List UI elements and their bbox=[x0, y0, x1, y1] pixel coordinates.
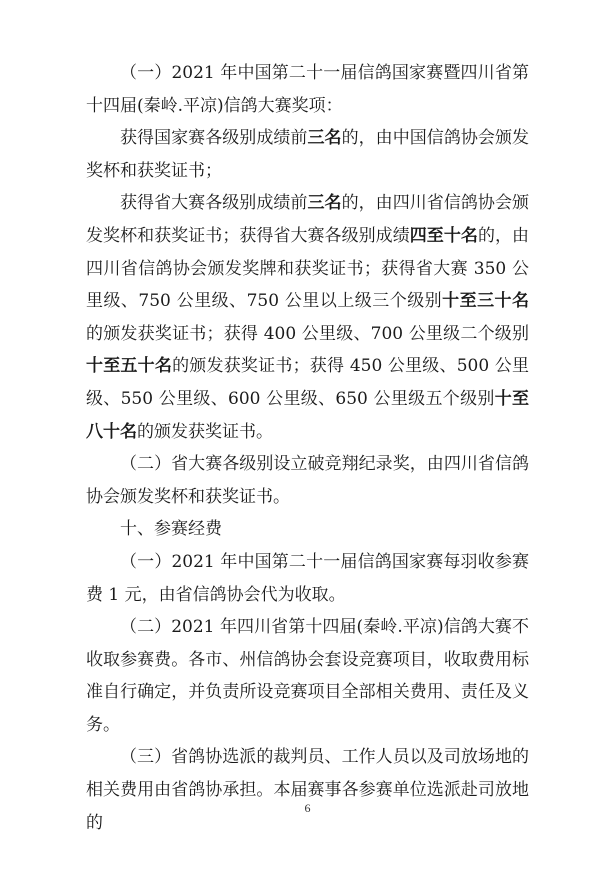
emphasis-text: 三名 bbox=[307, 193, 342, 214]
text-run: 的颁发获奖证书；获得 450 公里级、500 公里级、550 公里级、600 公里级、650 公里级五个级别 bbox=[86, 356, 530, 409]
text-run: （二）2021 年四川省第十四届(秦岭.平凉)信鸽大赛不收取参赛费。各市、州信鸽协会套设竞赛项目，收取费用标准自行确定，并负责所设竞赛项目全部相关费用、责任及义务。 bbox=[86, 617, 529, 735]
text-run: 获得省大赛各级别成绩前 bbox=[120, 193, 308, 214]
text-run: （三）省鸽协选派的裁判员、工作人员以及司放场地的相关费用由省鸽协承担。本届赛事各参赛单位选派赴司放地的 bbox=[86, 747, 529, 833]
paragraph-national-awards bbox=[86, 122, 529, 187]
emphasis-text: 十至三十名 bbox=[442, 291, 530, 312]
emphasis-text: 四至十名 bbox=[409, 225, 478, 246]
text-run: 十、参赛经费 bbox=[120, 519, 222, 540]
emphasis-text: 十至八十名 bbox=[86, 388, 529, 442]
paragraph-awards-intro bbox=[86, 57, 529, 122]
emphasis-text: 三名 bbox=[307, 128, 342, 149]
text-run: 的，由四川省信鸽协会颁发奖牌和获奖证书；获得省大赛 350 公里级、750 公里级、750 公里以上级三个级别 bbox=[86, 225, 530, 312]
paragraph-record-award bbox=[86, 448, 529, 513]
page-number: 6 bbox=[304, 801, 311, 815]
text-run: 的颁发获奖证书；获得 400 公里级、700 公里级二个级别 bbox=[86, 323, 529, 344]
page-body bbox=[86, 57, 529, 839]
paragraph-fee-referees bbox=[86, 741, 529, 839]
paragraph-provincial-awards bbox=[86, 187, 529, 448]
paragraph-fee-provincial bbox=[86, 611, 529, 741]
paragraph-fee-national bbox=[86, 546, 529, 611]
text-run: 的，由四川省信鸽协会颁发奖杯和获奖证书；获得省大赛各级别成绩 bbox=[86, 193, 530, 246]
section-heading-fees bbox=[86, 513, 529, 546]
emphasis-text: 十至五十名 bbox=[86, 356, 173, 377]
text-run: （一）2021 年中国第二十一届信鸽国家赛每羽收参赛费 1 元，由省信鸽协会代为收取。 bbox=[86, 551, 529, 605]
text-run: （一）2021 年中国第二十一届信鸽国家赛暨四川省第十四届(秦岭.平凉)信鸽大赛奖项： bbox=[86, 63, 529, 116]
text-run: （二）省大赛各级别设立破竞翔纪录奖，由四川省信鸽协会颁发奖杯和获奖证书。 bbox=[86, 454, 529, 507]
text-run: 的，由中国信鸽协会颁发奖杯和获奖证书； bbox=[86, 128, 530, 181]
text-run: 获得国家赛各级别成绩前 bbox=[120, 128, 308, 149]
text-run: 的颁发获奖证书。 bbox=[137, 421, 273, 442]
